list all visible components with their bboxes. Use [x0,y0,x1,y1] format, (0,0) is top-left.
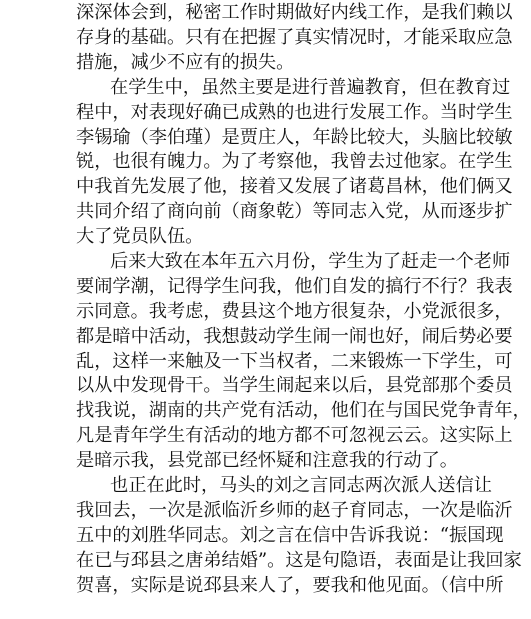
text-line: 大了党员队伍。 [76,226,204,247]
text-line: 要闹学潮，记得学生问我，他们自发的搞行不行？我表 [76,276,513,297]
text-line: 后来大致在本年五六月份，学生为了赶走一个老师 [110,251,511,272]
text-line: 找我说，湖南的共产党有活动，他们在与国民党争青年， [76,400,531,421]
text-line: 锐，也很有魄力。为了考察他，我曾去过他家。在学生 [76,151,513,172]
text-line: 存身的基础。只有在把握了真实情况时，才能采取应急 [76,27,513,48]
text-line: 措施，减少不应有的损失。 [76,52,295,73]
text-line: 程中，对表现好确已成熟的也进行发展工作。当时学生 [76,102,513,123]
text-line: 中我首先发展了他，接着又发展了诸葛昌林，他们俩又 [76,176,513,197]
text-line: 我回去，一次是派临沂乡师的赵子育同志，一次是临沂 [76,500,513,521]
text-line: 凡是青年学生有活动的地方都不可忽视云云。这实际上 [76,425,513,446]
text-line: 示同意。我考虑，费县这个地方很复杂，小党派很多， [76,301,513,322]
text-line: 以从中发现骨干。当学生闹起来以后，县党部那个委员 [76,375,513,396]
text-line: 也正在此时，马头的刘之言同志两次派人送信让 [110,475,492,496]
text-line: 深深体会到，秘密工作时期做好内线工作，是我们赖以 [76,2,513,23]
text-line: 在学生中，虽然主要是进行普遍教育，但在教育过 [110,77,511,98]
text-line: 在已与邳县之唐弟结婚”。这是句隐语，表面是让我回家 [76,550,522,571]
text-line: 乱，这样一来触及一下当权者，二来锻炼一下学生，可 [76,351,513,372]
text-line: 五中的刘胜华同志。刘之言在信中告诉我说：“振国现 [76,525,504,546]
text-line: 李锡瑜（李伯瑾）是贾庄人，年龄比较大，头脑比较敏 [76,127,513,148]
text-line: 贺喜，实际是说邳县来人了，要我和他见面。（信中所 [76,575,504,596]
text-line: 共同介绍了商向前（商象乾）等同志入党，从而逐步扩 [76,201,513,222]
text-line: 都是暗中活动，我想鼓动学生闹一闹也好，闹后势必要 [76,326,513,347]
text-line: 是暗示我，县党部已经怀疑和注意我的行动了。 [76,450,458,471]
